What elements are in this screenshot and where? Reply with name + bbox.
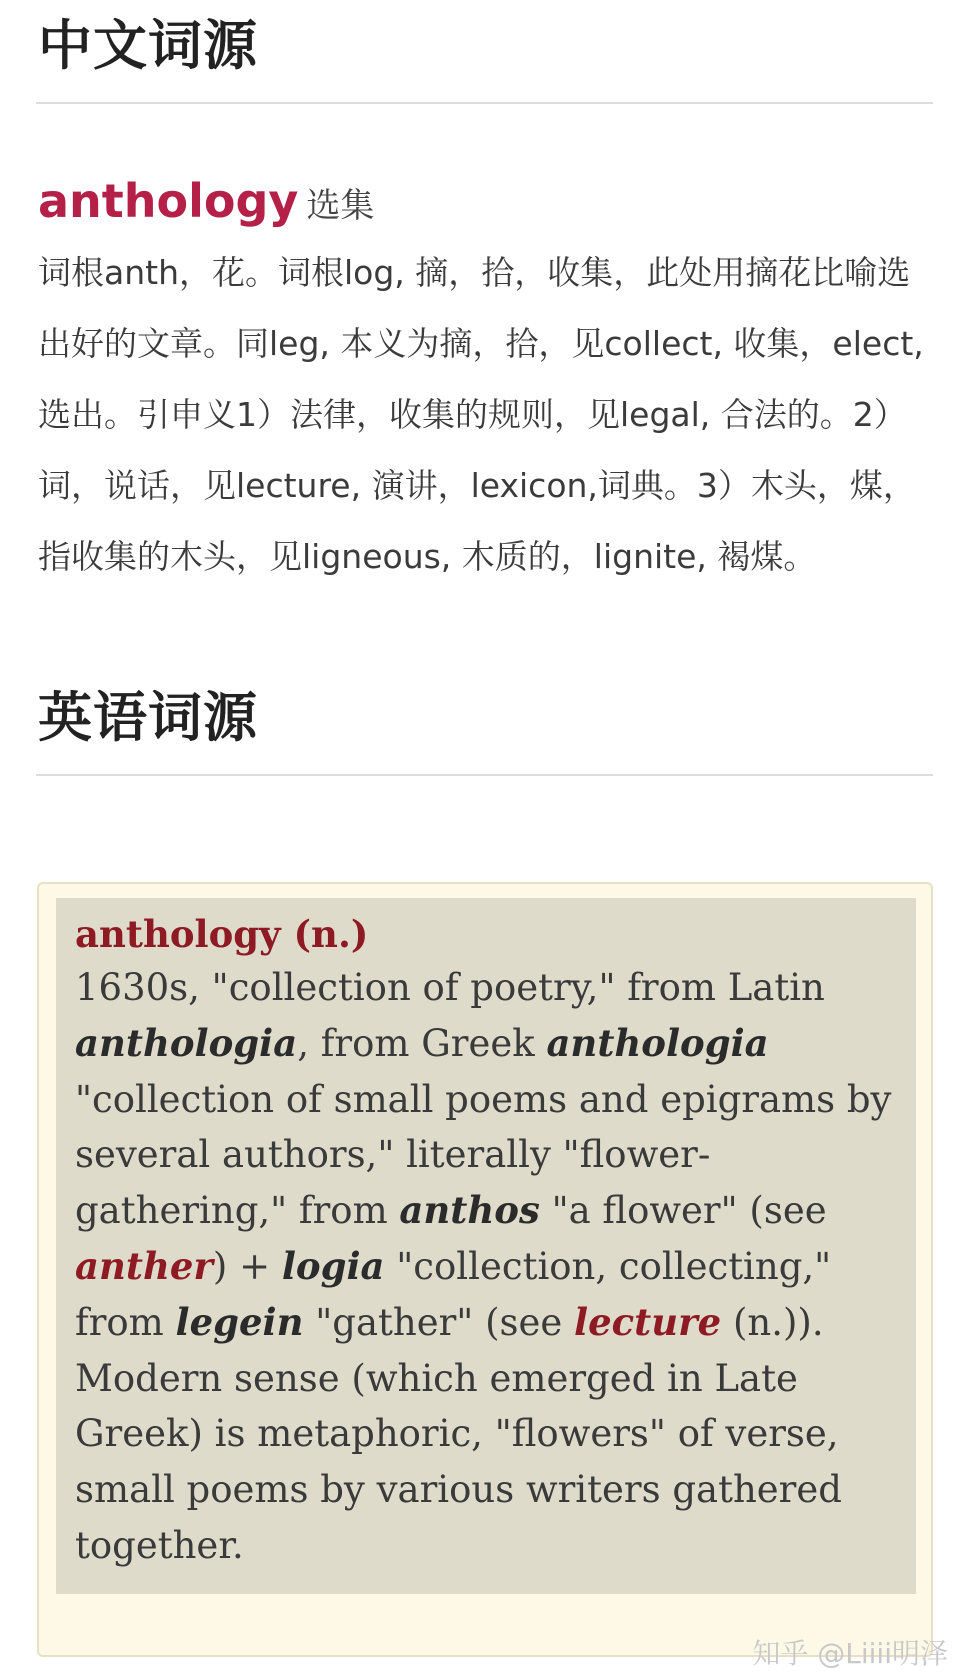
etymon-term: logia [281, 1243, 385, 1288]
cn-gloss: 选集 [306, 186, 375, 226]
text-segment: (n.)). Modern sense (which emerged in Late Greek) is metaphoric, "flowers" of verse, small poems by various writers gathered together. [75, 1300, 842, 1567]
en-etymology-text [75, 960, 898, 1574]
etymology-card-content [56, 898, 916, 1594]
chinese-etymology-entry [38, 165, 928, 592]
etymology-card [37, 882, 933, 1657]
cn-headword: anthology [38, 174, 299, 228]
cn-etymology-text: 词根anth，花。词根log, 摘，拾，收集，此处用摘花比喻选出好的文章。同leg, 本义为摘，拾，见collect, 收集，elect, 选出。引申义1）法律，收集的规则，见legal, 合法的。2）词，说话，见lecture, 演讲，lexicon,词典。3）木头，煤，指收集的木头，见ligneous, 木质的，lignite, 褐煤。 [38, 253, 924, 576]
cross-reference-link[interactable]: lecture [574, 1299, 722, 1344]
text-segment: , from Greek [297, 1021, 547, 1065]
text-segment: "collection, collecting," from [75, 1244, 832, 1344]
etymon-term: anthologia [75, 1020, 298, 1065]
text-segment: "collection of small poems and epigrams by several authors," literally "flower-gathering," from [75, 1077, 892, 1233]
title-divider [36, 774, 933, 776]
zhihu-watermark: 知乎 @Liiii明泽 [752, 1637, 948, 1670]
text-segment: "a flower" (see [539, 1189, 827, 1233]
text-segment: ) + [212, 1244, 282, 1288]
text-segment: "gather" (see [303, 1300, 575, 1344]
cross-reference-link[interactable]: anther [75, 1243, 213, 1288]
etymon-term: anthos [399, 1188, 540, 1233]
english-etymology-title: 英语词源 [38, 686, 258, 749]
text-segment: 1630s, "collection of poetry," from Latin [75, 966, 825, 1009]
title-divider [36, 102, 933, 104]
etymon-term: anthologia [546, 1020, 769, 1065]
en-headword: anthology (n.) [75, 912, 369, 956]
cn-headword-line [38, 165, 928, 237]
etymon-term: legein [175, 1299, 304, 1344]
chinese-etymology-title: 中文词源 [38, 14, 258, 77]
